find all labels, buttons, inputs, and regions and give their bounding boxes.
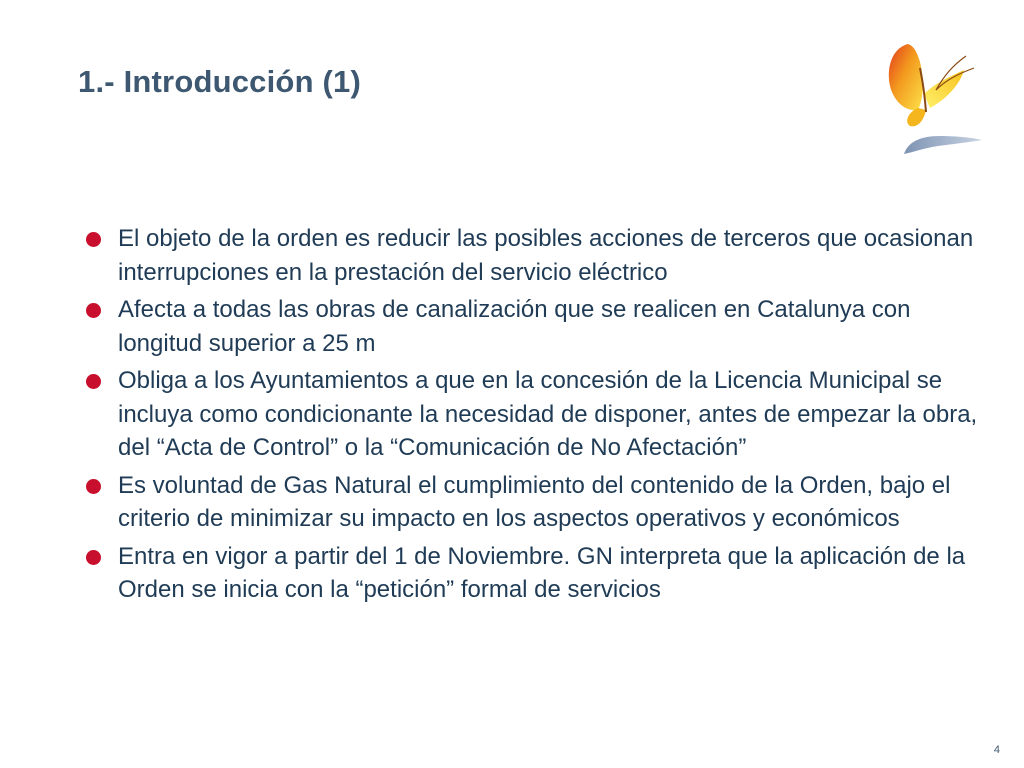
bullet-dot-icon: [86, 303, 101, 318]
bullet-item: [86, 469, 986, 536]
bullet-dot-icon: [86, 479, 101, 494]
bullet-dot-icon: [86, 232, 101, 247]
page-number: 4: [993, 744, 1000, 756]
bullet-text: Afecta a todas las obras de canalización que se realicen en Catalunya con longitud superior a 25 m: [118, 296, 911, 357]
bullet-item: [86, 540, 986, 607]
bullet-dot-icon: [86, 550, 101, 565]
bullet-text: Obliga a los Ayuntamientos a que en la concesión de la Licencia Municipal se incluya como condicionante la necesidad de disponer, antes de empezar la obra, del “Acta de Control” o la “Comunicación de No Afectación”: [118, 367, 978, 461]
bullet-list: [86, 222, 986, 611]
bullet-item: [86, 364, 986, 465]
bullet-item: [86, 293, 986, 360]
slide-title: 1.- Introducción (1): [78, 64, 361, 99]
bullet-text: Es voluntad de Gas Natural el cumplimiento del contenido de la Orden, bajo el criterio de minimizar su impacto en los aspectos operativos y económicos: [118, 471, 951, 532]
bullet-text: Entra en vigor a partir del 1 de Noviembre. GN interpreta que la aplicación de la Orden se inicia con la “petición” formal de servicios: [118, 542, 966, 603]
bullet-text: El objeto de la orden es reducir las posibles acciones de terceros que ocasionan interrupciones en la prestación del servicio eléctrico: [118, 225, 974, 286]
bullet-dot-icon: [86, 374, 101, 389]
bullet-item: [86, 222, 986, 289]
butterfly-logo-icon: [878, 38, 988, 163]
